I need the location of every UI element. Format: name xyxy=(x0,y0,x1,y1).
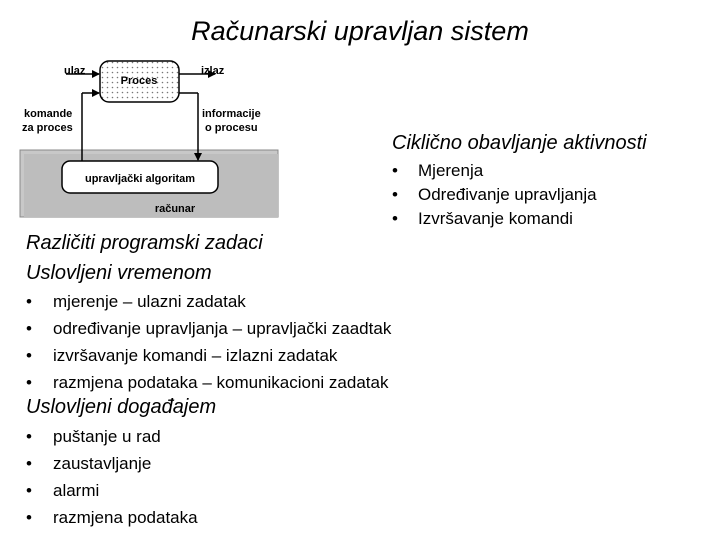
process-control-diagram xyxy=(0,0,300,225)
list-item: • puštanje u rad xyxy=(26,427,161,446)
output-label: izlaz xyxy=(201,65,225,77)
list-item: • Određivanje upravljanja xyxy=(392,185,597,204)
list-item: • razmjena podataka xyxy=(26,508,198,527)
time-heading: Uslovljeni vremenom xyxy=(26,262,212,284)
list-item: • zaustavljanje xyxy=(26,454,152,473)
input-label: ulaz xyxy=(64,65,86,77)
cyclic-list xyxy=(392,159,597,231)
list-item: • alarmi xyxy=(26,481,100,500)
page-title: Računarski upravljan sistem xyxy=(191,16,529,46)
list-item: • Izvršavanje komandi xyxy=(392,209,573,228)
computer-label: računar xyxy=(154,203,196,215)
list-item: • mjerenje – ulazni zadatak xyxy=(26,292,246,311)
list-item: • Mjerenja xyxy=(392,161,484,180)
list-item: • određivanje upravljanja – upravljački zaadtak xyxy=(26,319,392,338)
event-task-list xyxy=(26,423,198,531)
list-item: • razmjena podataka – komunikacioni zadatak xyxy=(26,373,389,392)
event-heading: Uslovljeni događajem xyxy=(26,396,217,418)
tasks-heading: Različiti programski zadaci xyxy=(26,232,263,254)
cyclic-heading: Ciklično obavljanje aktivnosti xyxy=(392,132,647,154)
time-task-list xyxy=(26,288,391,396)
commands-label: komande za proces xyxy=(22,108,73,134)
info-label: informacije o procesu xyxy=(202,108,261,134)
list-item: • izvršavanje komandi – izlazni zadatak xyxy=(26,346,338,365)
algorithm-label: upravljački algoritam xyxy=(84,173,196,185)
process-label: Proces xyxy=(120,75,158,87)
